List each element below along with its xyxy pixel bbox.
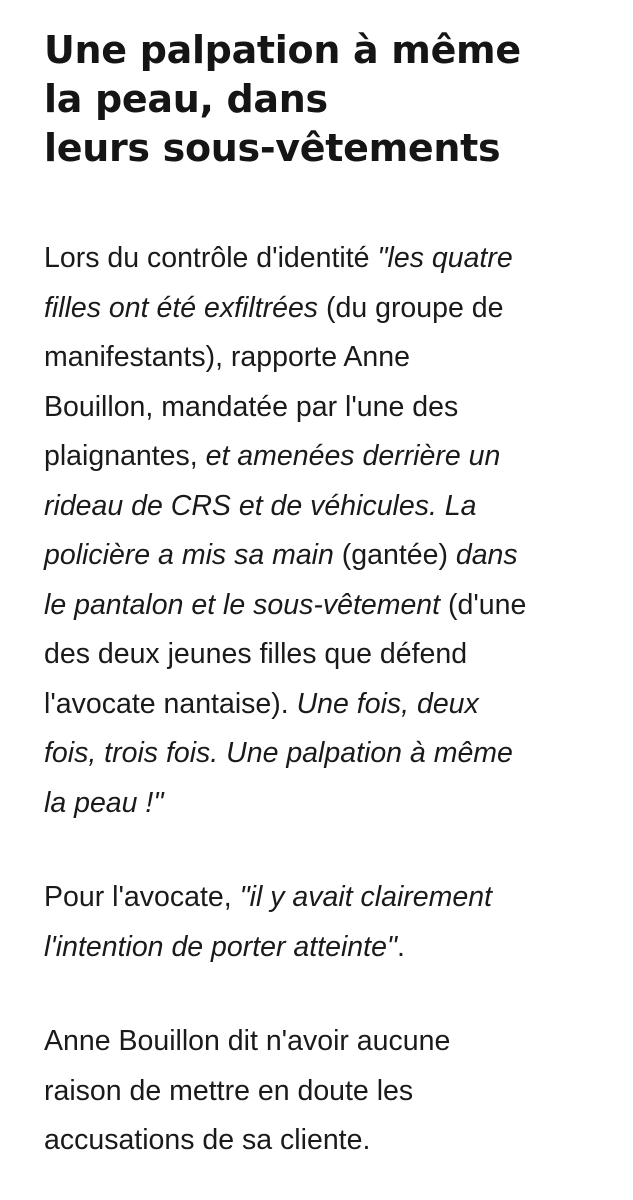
text-line [44, 482, 619, 532]
quoted-text: dans [455, 539, 518, 571]
text-line [44, 1067, 619, 1117]
body-text: (d'une [440, 588, 527, 621]
paragraph-conclusion [44, 1017, 619, 1166]
text-line [44, 680, 619, 730]
text-line [44, 1116, 619, 1166]
text-line [44, 729, 619, 779]
quoted-text: fois, trois fois. Une palpation à même [44, 737, 513, 769]
paragraph-lawyer-quote [44, 873, 619, 972]
article [44, 26, 619, 1166]
body-text: des deux jeunes filles que défend [44, 638, 468, 670]
text-line [44, 779, 619, 829]
body-text: raison de mettre en doute les [44, 1074, 414, 1107]
body-text: manifestants), rapporte Anne [44, 341, 410, 373]
text-line [44, 1017, 619, 1067]
body-text: Lors du contrôle d'identité [44, 242, 378, 274]
heading-line: la peau, dans [44, 77, 328, 121]
quoted-text: l'intention de porter atteinte" [44, 930, 398, 963]
quoted-text: "les quatre [377, 242, 513, 274]
quoted-text: Une fois, deux [296, 687, 479, 720]
article-heading [44, 26, 619, 173]
quoted-text: la peau !" [44, 786, 164, 819]
body-text: . [397, 930, 405, 963]
text-line [44, 531, 619, 581]
text-line [44, 581, 619, 631]
text-line [44, 234, 619, 284]
quoted-text: rideau de CRS et de véhicules. La [44, 489, 477, 522]
heading-line: Une palpation à même [44, 28, 521, 72]
paragraph-testimony [44, 234, 619, 828]
text-line [44, 284, 619, 334]
text-line [44, 873, 619, 923]
body-text: Bouillon, mandatée par l'une des [44, 390, 459, 423]
quoted-text: policière a mis sa main [44, 539, 334, 571]
body-text: Anne Bouillon dit n'avoir aucune [44, 1025, 451, 1057]
quoted-text: "il y avait clairement [239, 881, 493, 913]
body-text: Pour l'avocate, [44, 881, 240, 913]
heading-line: leurs sous-vêtements [44, 126, 501, 170]
text-line [44, 432, 619, 482]
text-line [44, 333, 619, 383]
quoted-text: le pantalon et le sous-vêtement [44, 588, 441, 621]
body-text: plaignantes, [44, 440, 206, 472]
quoted-text: et amenées derrière un [205, 440, 501, 472]
body-text: (gantée) [333, 539, 456, 571]
text-line [44, 383, 619, 433]
body-text: accusations de sa cliente. [44, 1124, 371, 1156]
body-text: (du groupe de [318, 291, 504, 324]
body-text: l'avocate nantaise). [44, 687, 297, 720]
text-line [44, 630, 619, 680]
quoted-text: filles ont été exfiltrées [44, 291, 319, 324]
text-line [44, 923, 619, 973]
